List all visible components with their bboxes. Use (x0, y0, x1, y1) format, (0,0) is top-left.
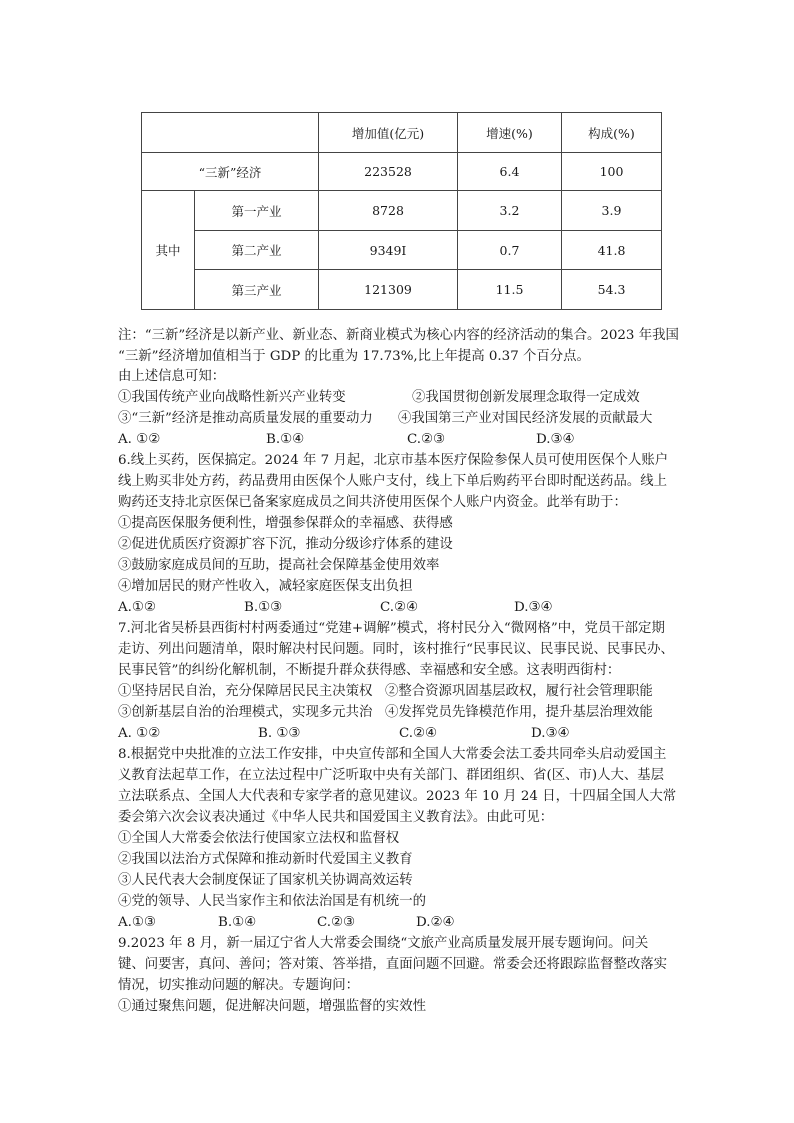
table-cell: 223528 (319, 153, 458, 191)
table-cell: 第一产业 (195, 191, 319, 231)
question-9-stem: 情况，切实推动问题的解决。专题询问： (118, 978, 360, 993)
question-6-stem: 线上购买非处方药，药品费用由医保个人账户支付，线上下单后购药平台即时配送药品。线上 (118, 474, 668, 489)
statement-4: ④增加居民的财产性收入，减轻家庭医保支出负担 (118, 579, 413, 594)
table-row (142, 191, 662, 231)
question-8-stem: 义教育法起草工作，在立法过程中广泛听取中央有关部门、群团组织、省(区、市)人大、基层 (118, 768, 665, 783)
table-cell: “三新”经济 (142, 153, 319, 191)
note-line: 注：“三新”经济是以新产业、新业态、新商业模式为核心内容的经济活动的集合。2023 年我国 (118, 328, 679, 343)
statement-3: ③“三新”经济是推动高质量发展的重要动力 (118, 411, 373, 426)
statement-1: ①我国传统产业向战略性新兴产业转变 (118, 390, 346, 405)
table-cell: 100 (562, 153, 662, 191)
table-cell: 9349I (319, 231, 458, 270)
statement-2: ②促进优质医疗资源扩容下沉，推动分级诊疗体系的建设 (118, 537, 453, 552)
table-group-label: 其中 (142, 191, 195, 310)
option-d: D.③④ (514, 600, 553, 615)
note-line: “三新”经济增加值相当于 GDP 的比重为 17.73%,比上年提高 0.37 个百分点。 (118, 349, 590, 364)
question-7-stem: 民事民管”的纠纷化解机制，不断提升群众获得感、幸福感和安全感。这表明西街村： (118, 663, 621, 678)
option-d: D.②④ (416, 915, 455, 930)
statement-2: ②整合资源巩固基层政权，履行社会管理职能 (385, 684, 653, 699)
table-cell: 第二产业 (195, 231, 319, 270)
option-a: A.①③ (118, 915, 156, 930)
option-b: B. ①③ (258, 726, 301, 741)
table-cell: 第三产业 (195, 270, 319, 310)
question-7-stem: 7.河北省吴桥县西街村村两委通过“党建+调解”模式，将村民分入“微网格”中，党员干部定期 (118, 621, 665, 636)
statement-4: ④发挥党员先锋模范作用，提升基层治理效能 (385, 705, 653, 720)
table-header-row (142, 113, 662, 153)
option-c: C.②④ (399, 726, 438, 741)
economy-table (141, 112, 662, 310)
statement-3: ③人民代表大会制度保证了国家机关协调高效运转 (118, 873, 413, 888)
statement-4: ④党的领导、人民当家作主和依法治国是有机统一的 (118, 894, 426, 909)
table-cell: 54.3 (562, 270, 662, 310)
table-cell: 121309 (319, 270, 458, 310)
table-cell: 3.9 (562, 191, 662, 231)
table-header-cell (142, 113, 319, 153)
table-cell: 11.5 (458, 270, 562, 310)
note-line: 由上述信息可知： (118, 369, 226, 384)
statement-2: ②我国贯彻创新发展理念取得一定成效 (412, 390, 640, 405)
option-c: C.②③ (407, 432, 446, 447)
question-7-stem: 走访、列出问题清单，限时解决村民问题。同时，该村推行“民事民议、民事民说、民事民办、 (118, 642, 674, 657)
option-a: A. ①② (118, 726, 161, 741)
option-a: A.①② (118, 600, 156, 615)
option-c: C.②④ (380, 600, 419, 615)
option-b: B.①③ (244, 600, 283, 615)
statement-1: ①通过聚焦问题，促进解决问题，增强监督的实效性 (118, 999, 426, 1014)
option-d: D.③④ (536, 432, 575, 447)
statement-4: ④我国第三产业对国民经济发展的贡献最大 (398, 411, 653, 426)
table-cell: 0.7 (458, 231, 562, 270)
option-b: B.①④ (266, 432, 305, 447)
table-header-cell: 增速(%) (458, 113, 562, 153)
option-b: B.①④ (218, 915, 257, 930)
option-a: A. ①② (118, 432, 161, 447)
table-header-cell: 构成(%) (562, 113, 662, 153)
table-row (142, 231, 662, 270)
table-cell: 41.8 (562, 231, 662, 270)
question-9-stem: 9.2023 年 8 月，新一届辽宁省人大常委会围绕“文旅产业高质量发展开展专题询问。问关 (118, 936, 649, 951)
statement-1: ①提高医保服务便利性，增强参保群众的幸福感、获得感 (118, 516, 453, 531)
table-row (142, 270, 662, 310)
statement-2: ②我国以法治方式保障和推动新时代爱国主义教育 (118, 852, 413, 867)
question-8-stem: 8.根据党中央批准的立法工作安排，中央宣传部和全国人大常委会法工委共同牵头启动爱国主 (118, 747, 667, 762)
question-8-stem: 委会第六次会议表决通过《中华人民共和国爱国主义教育法》。由此可见： (118, 810, 554, 825)
table-cell: 6.4 (458, 153, 562, 191)
statement-1: ①坚持居民自治，充分保障居民民主决策权 (118, 684, 373, 699)
table-row (142, 153, 662, 191)
question-6-stem: 6.线上买药，医保搞定。2024 年 7 月起，北京市基本医疗保险参保人员可使用医保个人账户 (118, 453, 669, 468)
option-d: D.③④ (531, 726, 570, 741)
statement-3: ③鼓励家庭成员间的互助，提高社会保障基金使用效率 (118, 558, 440, 573)
table-cell: 3.2 (458, 191, 562, 231)
question-9-stem: 键、问要害，真问、善问；答对策、答举措，直面问题不回避。常委会还将跟踪监督整改落实 (118, 957, 668, 972)
table-header-cell: 增加值(亿元) (319, 113, 458, 153)
statement-3: ③创新基层自治的治理模式，实现多元共治 (118, 705, 373, 720)
question-6-stem: 购药还支持北京医保已备案家庭成员之间共济使用医保个人账户内资金。此举有助于： (118, 495, 627, 510)
statement-1: ①全国人大常委会依法行使国家立法权和监督权 (118, 831, 400, 846)
question-8-stem: 立法联系点、全国人大代表和专家学者的意见建议。2023 年 10 月 24 日，十四届全国人大常 (118, 789, 677, 804)
table-cell: 8728 (319, 191, 458, 231)
option-c: C.②③ (317, 915, 356, 930)
